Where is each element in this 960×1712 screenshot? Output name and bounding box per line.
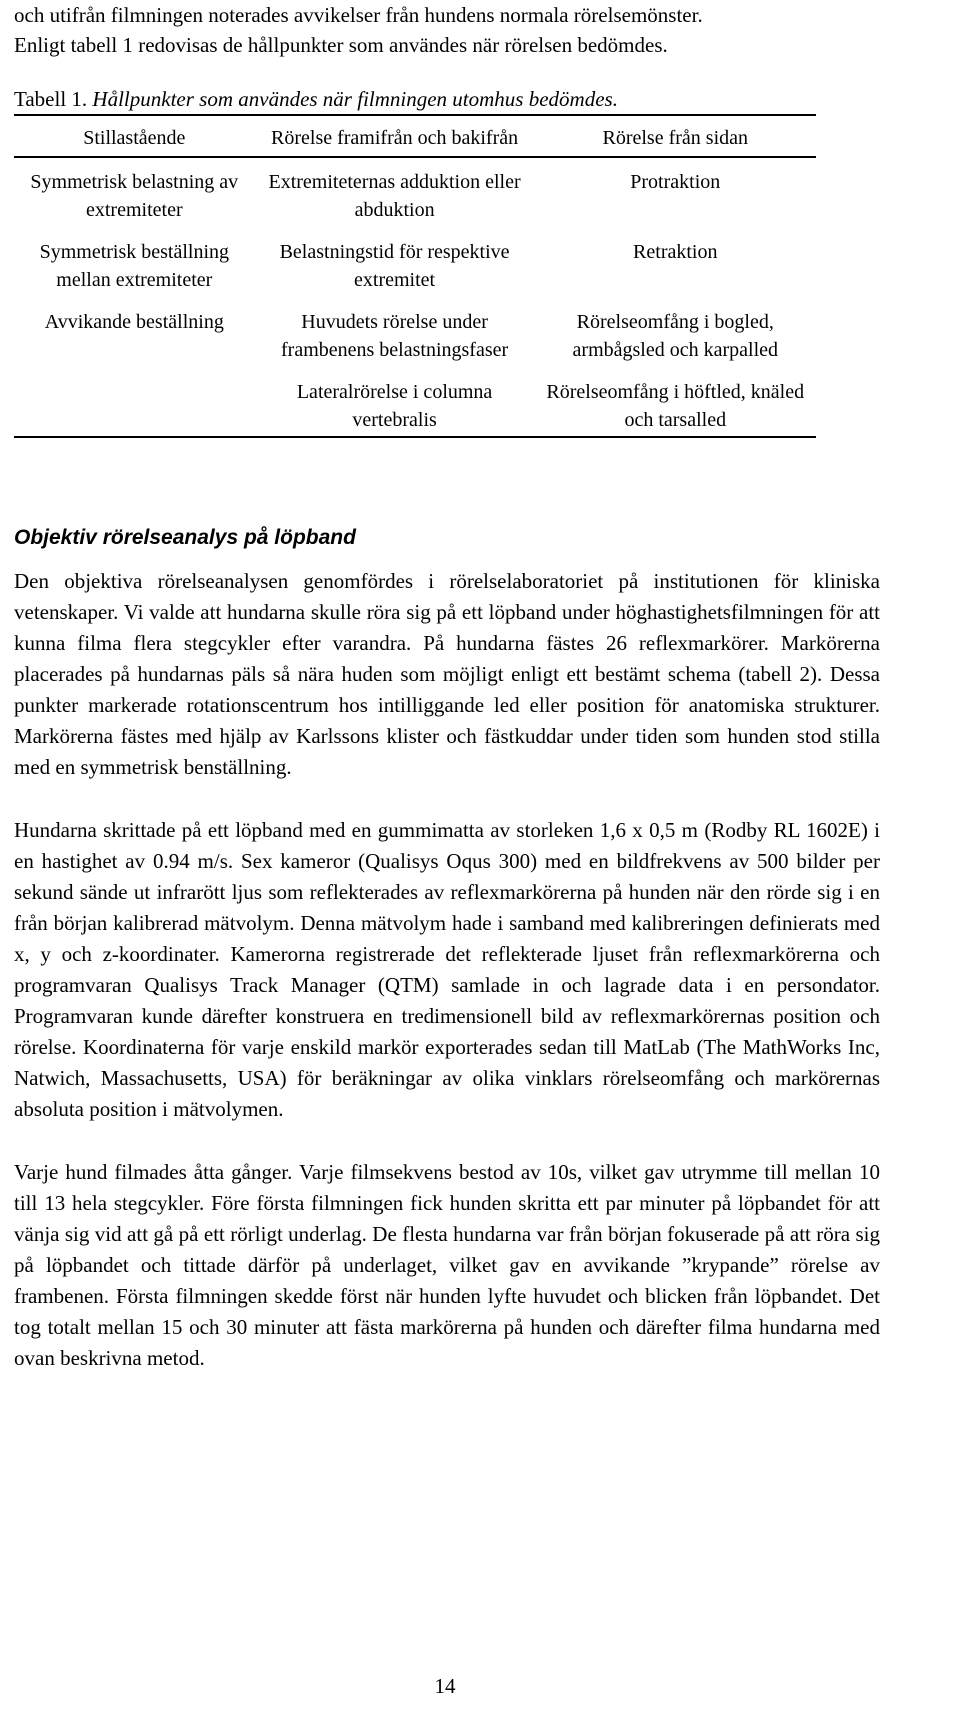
table-header-cell: Rörelse från sidan [602, 127, 749, 149]
table-header-cell: Rörelse framifrån och bakifrån [271, 127, 519, 149]
intro-line: och utifrån filmningen noterades avvikelser från hundens normala rörelsemönster. [14, 3, 703, 27]
body-paragraph: Varje hund filmades åtta gånger. Varje filmsekvens bestod av 10s, vilket gav utrymme till mellan 10 till 13 hela stegcykler. Före första filmningen fick hunden skritta ett par minuter på löpbandet för att vänja sig vid att gå på ett rörligt underlag. De flesta hundarna var från början fokuserade på att röra sig på löpbandet och tittade därför på underlaget, vilket gav en avvikande ”krypande” rörelse av frambenen. Första filmningen skedde först när hunden lyfte huvudet och blicken från löpbandet. Det tog totalt mellan 15 och 30 minuter att fästa markörerna på hunden och därefter filma hundarna med ovan beskrivna metod. [14, 1160, 880, 1370]
table-row [14, 157, 816, 228]
table-row [14, 298, 816, 368]
table-cell: Lateralrörelse i columna vertebralis [296, 381, 493, 431]
table-cell: Rörelseomfång i bogled, armbågsled och karpalled [572, 311, 778, 361]
intro-text [14, 0, 894, 60]
table-caption [14, 86, 618, 112]
intro-line: Enligt tabell 1 redovisas de hållpunkter som användes när rörelsen bedömdes. [14, 33, 668, 57]
table-header-row [14, 115, 816, 157]
table-cell: Extremiteternas adduktion eller abduktion [268, 171, 521, 221]
table-cell: Belastningstid för respektive extremitet [279, 241, 510, 291]
table-row [14, 228, 816, 298]
body-paragraph: Hundarna skrittade på ett löpband med en gummimatta av storleken 1,6 x 0,5 m (Rodby RL 1602E) i en hastighet av 0.94 m/s. Sex kameror (Qualisys Oqus 300) med en bildfrekvens av 500 bilder per sekund sände ut infrarött ljus som reflekterades av reflexmarkörerna på hunden när den rörde sig i en från början kalibrerad mätvolym. Denna mätvolym hade i samband med kalibreringen definierats med x, y och z-koordinater. Kamerorna registrerade det reflekterade ljuset från reflexmarkörerna och programvaran Qualisys Track Manager (QTM) samlade in och lagrade data i en persondator. Programvaran kunde därefter konstruera en tredimensionell bild av reflexmarkörernas position och rörelse. Koordinaterna för varje enskild markör exporterades sedan till MatLab (The MathWorks Inc, Natwich, Massachusetts, USA) för beräkningar av olika vinklars rörelseomfång och markörernas absoluta position i mätvolymen. [14, 818, 880, 1121]
table-cell: Protraktion [630, 171, 721, 193]
table-header-cell: Stillastående [83, 127, 186, 149]
table-cell: Huvudets rörelse under frambenens belastningsfaser [281, 311, 509, 361]
table-cell: Avvikande beställning [44, 311, 224, 333]
table-caption-label: Tabell 1. [14, 87, 88, 111]
table-cell: Retraktion [633, 241, 718, 263]
table-cell [14, 368, 255, 437]
table-cell: Symmetrisk beställning mellan extremiteter [39, 241, 230, 291]
section-heading: Objektiv rörelseanalys på löpband [14, 526, 356, 549]
table-row [14, 368, 816, 437]
section-body [14, 566, 880, 1406]
criteria-table [14, 114, 816, 438]
body-paragraph: Den objektiva rörelseanalysen genomfördes i rörelselaboratoriet på institutionen för kliniska vetenskaper. Vi valde att hundarna skulle röra sig på ett löpband under höghastighetsfilmningen för att kunna filma flera stegcykler efter varandra. På hundarna fästes 26 reflexmarkörer. Markörerna placerades på hundarnas päls så nära huden som möjligt enligt ett bestämt schema (tabell 2). Dessa punkter markerade rotationscentrum hos intilliggande led eller position för anatomiska strukturer. Markörerna fästes med hjälp av Karlssons klister och fästkuddar under tiden som hunden stod stilla med en symmetrisk benställning. [14, 569, 880, 779]
table-cell: Symmetrisk belastning av extremiteter [30, 171, 239, 221]
table-caption-text: Hållpunkter som användes när filmningen utomhus bedömdes. [92, 87, 618, 111]
table-cell: Rörelseomfång i höftled, knäled och tarsalled [546, 381, 805, 431]
page-number: 14 [434, 1674, 456, 1698]
